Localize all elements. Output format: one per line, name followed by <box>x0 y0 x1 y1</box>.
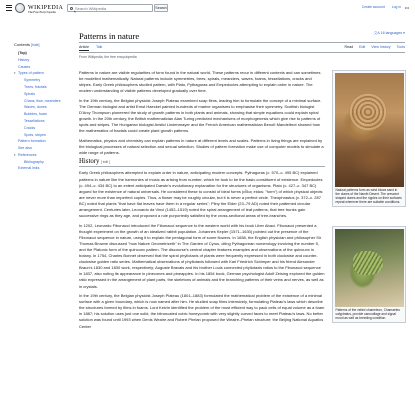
intro-paragraph-3: Mathematics, physics and chemistry can explain patterns in nature at different levels and scales. Patterns in living things are explained by the biological processes of natural selection and sexual selection. Studies of pattern formation make use of computer models to simulate a wide range of patterns. <box>79 137 324 155</box>
table-of-contents <box>14 42 74 172</box>
search-placeholder: Search Wikipedia <box>75 6 107 12</box>
toc-item-tessellations[interactable] <box>14 118 74 125</box>
view-tabs <box>340 45 406 50</box>
toc-item-label: See also <box>18 146 32 151</box>
toc-item-waves-dunes[interactable] <box>14 104 74 111</box>
intro-paragraph-2: In the 19th century, the Belgian physicist Joseph Plateau examined soap films, leading him to formulate the concept of a minimal surface. The German biologist and artist Ernst Haeckel painted hundreds of marine organisms to emphasise their symmetry. Scottish biologist D'Arcy Thompson pioneered the study of growth patterns in both plants and animals, showing that simple equations could explain spiral growth. In the 20th century, the British mathematician Alan Turing predicted mechanisms of morphogenesis which give rise to patterns of spots and stripes. The Hungarian biologist Aristid Lindenmayer and the French American mathematician Benoît Mandelbrot showed how the mathematics of fractals could create plant growth patterns. <box>79 97 322 134</box>
tab-view-history[interactable]: View history <box>371 45 391 49</box>
toc-item-symmetry[interactable] <box>14 77 74 84</box>
toc-item-label: (Top) <box>18 50 27 55</box>
toc-item-label: Causes <box>18 64 31 69</box>
history-edit-link[interactable]: [ edit ] <box>101 160 110 165</box>
toc-item-cracks[interactable] <box>14 125 74 132</box>
toc-item-pattern-formation[interactable] <box>14 138 74 145</box>
dunes-image[interactable] <box>335 73 404 187</box>
toc-item-spirals[interactable] <box>14 91 74 98</box>
tab-talk[interactable]: Talk <box>95 45 103 49</box>
tab-article[interactable]: Article <box>79 45 89 49</box>
toc-heading <box>14 42 74 48</box>
toc-item-history[interactable] <box>14 57 74 64</box>
toc-item-label: Spirals <box>24 91 35 96</box>
language-button[interactable] <box>374 31 405 36</box>
history-paragraph-2: In 1202, Leonardo Fibonacci introduced the Fibonacci sequence to the western world with his book Liber Abaci. Fibonacci presented a thought experiment on the growth of an idealized rabbit population. Johannes Kepler (1571–1630) pointed out the presence of the Fibonacci sequence in nature, using it to explain the pentagonal form of some flowers. In 1658, the English physician and philosopher Sir Thomas Browne discussed "how Nature Geometrizeth" in The Garden of Cyrus, citing Pythagorean numerology involving the number 5, and the Platonic form of the quincunx pattern. The discourse's central chapter features examples and observations of the quincunx in botany. In 1754, Charles Bonnet observed that the spiral phyllotaxis of plants were frequently expressed in both clockwise and counter-clockwise golden ratio series. Mathematical observations of phyllotaxis followed with Karl Friedrich Schimper and his friend Alexander Braun's 1830 and 1830 work, respectively; Auguste Bravais and his brother Louis connected phyllotaxis ratios to the Fibonacci sequence in 1837, also noting its appearance in pinecones and pineapples. In his 1854 book, German psychologist Adolf Zeising explored the golden ratio expressed in the arrangement of plant parts, the skeletons of animals and the branching patterns of their veins and nerves, as well as in crystals. <box>79 222 325 289</box>
toc-item-label: Chaos, flow, meanders <box>24 98 61 103</box>
toc-title-label: Contents <box>14 42 31 47</box>
toc-item-label: History <box>18 57 30 62</box>
tab-edit[interactable]: Edit <box>359 45 366 49</box>
chameleon-image[interactable] <box>335 229 404 307</box>
history-paragraph-3: In the 19th century, the Belgian physicist Joseph Plateau (1801–1883) formulated the mathematical problem of the existence of a minimal surface with a given boundary, which is now named after him. He studied soap films intensively, formulating Plateau's laws which describe the structures formed by films in foams. Lord Kelvin identified the problem of the most efficient way to pack cells of equal volume as a foam in 1887; his solution uses just one solid, the bitruncated cubic honeycomb with very slightly curved faces to meet Plateau's laws. No better solution was found until 1993 when Denis Weaire and Robert Phelan proposed the Weaire–Phelan structure; the Beijing National Aquatics Center <box>79 293 325 329</box>
figure-namib-dunes <box>332 70 406 207</box>
intro-paragraph-1: Patterns in nature are visible regularities of form found in the natural world. These patterns recur in different contexts and can sometimes be modelled mathematically. Natural patterns include symmetries, trees, spirals, meanders, waves, foams, tessellations, cracks and stripes. Early Greek philosophers studied pattern, with Plato, Pythagoras and Empedocles attempting to explain order in nature. The modern understanding of visible patterns developed gradually over time. <box>79 70 321 94</box>
chevron-down-icon: ▾ <box>402 31 405 35</box>
language-count: 16 languages <box>380 31 403 35</box>
history-heading-text: History <box>79 158 100 166</box>
wikipedia-globe-logo[interactable] <box>15 3 25 13</box>
search-icon <box>70 7 73 10</box>
personal-tools <box>356 5 401 10</box>
toc-hide-button[interactable]: [hide] <box>31 43 40 47</box>
search-button[interactable]: Search <box>155 6 167 10</box>
toc-item-label: Spots, stripes <box>24 132 46 137</box>
article-body <box>79 70 325 333</box>
toc-item-label: Symmetry <box>24 78 41 83</box>
figure-caption: Patterns of the veiled chameleon, Chamaeleo calyptratus, provide camouflage and signal mood as well as breeding condition. <box>335 307 400 321</box>
toc-item-spots-stripes[interactable] <box>14 132 74 139</box>
toc-item-causes[interactable] <box>14 64 74 71</box>
toc-item-label: Cracks <box>24 125 36 130</box>
site-subtitle: From Wikipedia, the free encyclopedia <box>79 55 137 59</box>
toc-item-label: Waves, dunes <box>24 105 47 110</box>
create-account-link[interactable]: Create account <box>361 5 385 9</box>
figure-veiled-chameleon <box>332 226 406 323</box>
toc-item-external-links[interactable] <box>14 165 74 172</box>
toc-item-bubbles-foam[interactable] <box>14 111 74 118</box>
toc-item-label: Trees, fractals <box>24 84 47 89</box>
toc-item-label: External links <box>18 166 40 171</box>
toc-item-label: Bibliography <box>24 159 44 164</box>
chevron-down-icon[interactable]: ▾ <box>14 152 16 157</box>
wikipedia-tagline: The Free Encyclopedia <box>28 10 56 14</box>
toc-item-label: Tessellations <box>24 118 45 123</box>
translate-icon: 文A <box>373 31 381 35</box>
toc-item-bibliography[interactable] <box>14 159 74 166</box>
more-options-icon[interactable]: ••• <box>404 5 409 10</box>
tab-tools[interactable]: Tools <box>396 45 405 49</box>
tabs-divider <box>79 52 405 53</box>
toc-item-see-also[interactable] <box>14 145 74 152</box>
toc-item-label: Types of pattern <box>18 71 44 76</box>
history-paragraph-1: Early Greek philosophers attempted to explain order in nature, anticipating modern concepts. Pythagoras (c. 570–c. 495 BC) explained patterns in nature like the harmonies of music as arising from number, which he took to be the basic constituent of existence. Empedocles (c. 494–c. 434 BC) to an extent anticipated Darwin's evolutionary explanation for the structures of organisms. Plato (c. 427–c. 347 BC) argued for the existence of natural universals. He considered these to consist of ideal forms (εἶδος eidos: "form") of which physical objects are never more than imperfect copies. Thus, a flower may be roughly circular, but it is never a perfect circle. Theophrastus (c. 372–c. 287 BC) noted that plants "that have flat leaves have them in a regular series"; Pliny the Elder (23–79 AD) noted their patterned circular arrangement. Centuries later, Leonardo da Vinci (1452–1519) noted the spiral arrangement of leaf patterns, that tree trunks gain successive rings as they age, and proposed a rule purportedly satisfied by the cross-sectional areas of tree-branches. <box>79 170 323 219</box>
title-divider <box>79 42 405 43</box>
toc-item-label: References <box>18 152 37 157</box>
tab-read[interactable]: Read <box>344 45 354 49</box>
toc-item-label: Pattern formation <box>18 139 46 144</box>
site-header <box>0 0 415 16</box>
figure-caption: Natural patterns form as wind blows sand in the dunes of the Namib Desert. The crescent shaped dunes and the ripples on their surfaces repeat wherever there are suitable conditions. <box>335 187 402 205</box>
toc-item-types-of-pattern[interactable] <box>14 70 74 77</box>
toc-item-chaos-flow-meanders[interactable] <box>14 98 74 105</box>
namespace-tabs <box>79 45 108 50</box>
log-in-link[interactable]: Log in <box>391 5 401 9</box>
main-menu-icon[interactable] <box>6 5 12 10</box>
toc-item-top[interactable] <box>14 50 74 57</box>
history-heading <box>79 159 325 167</box>
chevron-down-icon[interactable]: ▾ <box>14 71 16 76</box>
toc-item-trees-fractals[interactable] <box>14 84 74 91</box>
page-title: Patterns in nature <box>79 31 140 41</box>
toc-item-references[interactable] <box>14 152 74 159</box>
wikipedia-wordmark[interactable]: WIKIPEDIA <box>28 4 64 11</box>
toc-item-label: Bubbles, foam <box>24 112 47 117</box>
search-input[interactable] <box>67 4 153 12</box>
